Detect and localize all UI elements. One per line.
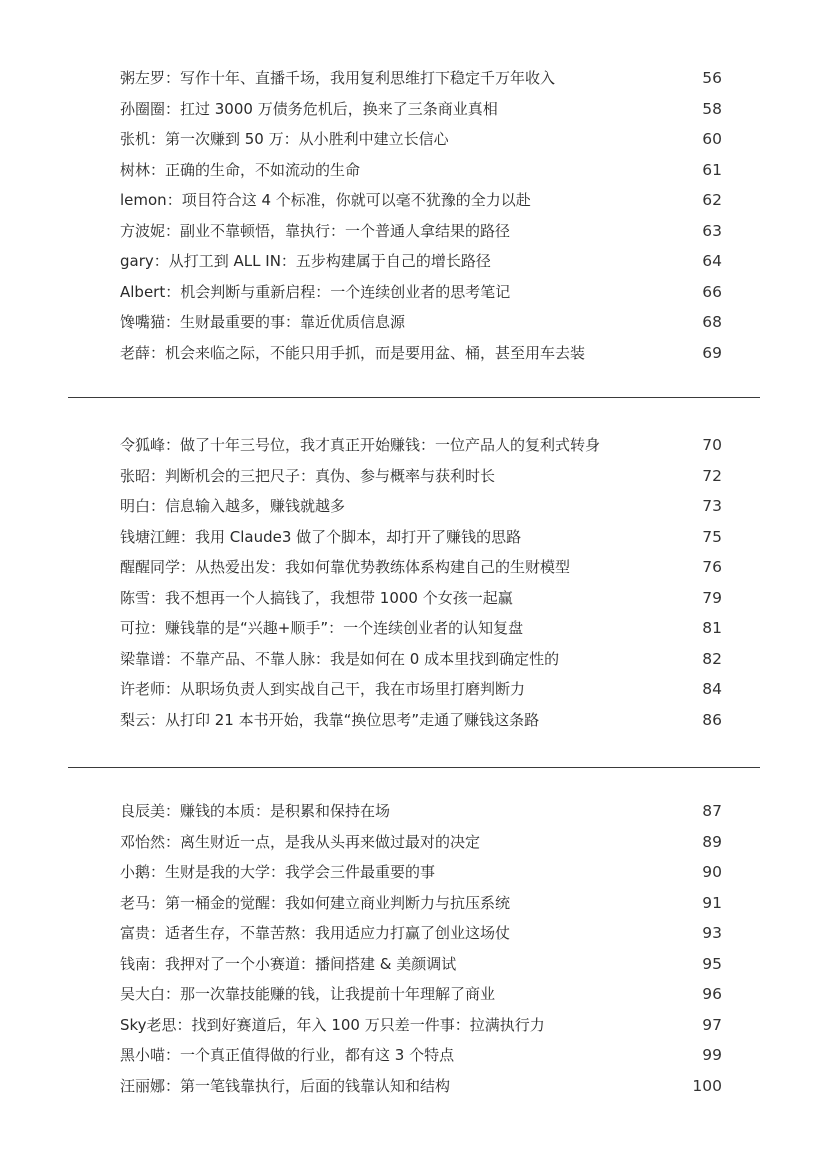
toc-entry[interactable] xyxy=(120,246,722,277)
toc-entry[interactable] xyxy=(120,552,722,583)
toc-entry-title: 汪丽娜：第一笔钱靠执行，后面的钱靠认知和结构 xyxy=(120,1076,451,1095)
toc-entry-title: 良辰美：赚钱的本质：是积累和保持在场 xyxy=(120,802,391,820)
toc-entry-page-number: 97 xyxy=(702,1015,722,1034)
toc-entry-title: 明白：信息输入越多，赚钱就越多 xyxy=(120,497,346,515)
toc-entry[interactable] xyxy=(120,185,722,216)
toc-entry-title: 吴大白：那一次靠技能赚的钱，让我提前十年理解了商业 xyxy=(120,985,496,1003)
toc-entry-title: 可拉：赚钱靠的是“兴趣+顺手”：一个连续创业者的认知复盘 xyxy=(120,619,524,637)
toc-entry[interactable] xyxy=(120,216,722,247)
toc-entry-page-number: 84 xyxy=(702,680,722,698)
toc-section xyxy=(120,63,722,368)
toc-entry-title: gary：从打工到 ALL IN：五步构建属于自己的增长路径 xyxy=(120,252,491,270)
toc-entry-page-number: 66 xyxy=(702,282,722,301)
toc-entry[interactable] xyxy=(120,63,722,94)
toc-entry-page-number: 99 xyxy=(702,1046,722,1064)
toc-entry-title: 粥左罗：写作十年、直播千场，我用复利思维打下稳定千万年收入 xyxy=(120,69,556,87)
toc-entry[interactable] xyxy=(120,430,722,461)
toc-entry-page-number: 79 xyxy=(702,588,722,607)
toc-entry-title: 陈雪：我不想再一个人搞钱了，我想带 1000 个女孩一起赢 xyxy=(120,588,513,607)
toc-entry-title: 邓怡然：离生财近一点，是我从头再来做过最对的决定 xyxy=(120,832,481,851)
toc-entry-page-number: 93 xyxy=(702,924,722,942)
toc-entry[interactable] xyxy=(120,338,722,369)
toc-entry[interactable] xyxy=(120,1040,722,1071)
toc-entry-page-number: 89 xyxy=(702,832,722,851)
toc-entry-page-number: 69 xyxy=(702,343,722,362)
toc-entry-title: Sky老思：找到好赛道后，年入 100 万只差一件事：拉满执行力 xyxy=(120,1015,545,1034)
toc-entry[interactable] xyxy=(120,307,722,338)
toc-entry-title: 醒醒同学：从热爱出发：我如何靠优势教练体系构建自己的生财模型 xyxy=(120,558,571,576)
toc-entry-page-number: 95 xyxy=(702,954,722,973)
toc-entry[interactable] xyxy=(120,1071,722,1102)
toc-entry-page-number: 70 xyxy=(702,436,722,454)
toc-entry-page-number: 60 xyxy=(702,130,722,148)
toc-entry-page-number: 73 xyxy=(702,497,722,515)
toc-section xyxy=(120,430,722,735)
toc-entry-page-number: 81 xyxy=(702,619,722,637)
toc-entry[interactable] xyxy=(120,461,722,492)
toc-entry-page-number: 82 xyxy=(702,649,722,668)
toc-entry-title: 孙圈圈：扛过 3000 万债务危机后，换来了三条商业真相 xyxy=(120,99,498,118)
toc-entry[interactable] xyxy=(120,277,722,308)
toc-entry[interactable] xyxy=(120,857,722,888)
toc-entry-title: 张昭：判断机会的三把尺子：真伪、参与概率与获利时长 xyxy=(120,466,496,485)
toc-entry-title: 黑小喵：一个真正值得做的行业，都有这 3 个特点 xyxy=(120,1046,455,1064)
toc-entry[interactable] xyxy=(120,979,722,1010)
toc-entry[interactable] xyxy=(120,796,722,827)
toc-entry-title: 馋嘴猫：生财最重要的事：靠近优质信息源 xyxy=(120,313,406,331)
toc-entry-page-number: 90 xyxy=(702,863,722,881)
toc-entry-title: 钱南：我押对了一个小赛道：播间搭建 & 美颜调试 xyxy=(120,954,457,973)
toc-entry-page-number: 75 xyxy=(702,527,722,546)
toc-entry-page-number: 64 xyxy=(702,252,722,270)
toc-entry[interactable] xyxy=(120,827,722,858)
toc-entry-page-number: 62 xyxy=(702,191,722,209)
toc-entry-page-number: 87 xyxy=(702,802,722,820)
toc-entry-title: 树林：正确的生命，不如流动的生命 xyxy=(120,160,361,179)
toc-entry[interactable] xyxy=(120,888,722,919)
toc-entry-page-number: 61 xyxy=(702,160,722,179)
toc-entry[interactable] xyxy=(120,522,722,553)
section-divider xyxy=(68,397,760,398)
toc-entry-page-number: 68 xyxy=(702,313,722,331)
toc-entry-title: 梨云：从打印 21 本书开始，我靠“换位思考”走通了赚钱这条路 xyxy=(120,710,540,729)
toc-entry-page-number: 72 xyxy=(702,466,722,485)
toc-entry[interactable] xyxy=(120,491,722,522)
toc-entry-title: lemon：项目符合这 4 个标准，你就可以毫不犹豫的全力以赴 xyxy=(120,191,531,209)
toc-entry-page-number: 76 xyxy=(702,558,722,576)
toc-entry-page-number: 56 xyxy=(702,69,722,87)
toc-entry[interactable] xyxy=(120,124,722,155)
toc-entry[interactable] xyxy=(120,613,722,644)
toc-entry-page-number: 86 xyxy=(702,710,722,729)
toc-entry[interactable] xyxy=(120,705,722,736)
toc-entry-page-number: 100 xyxy=(692,1076,722,1095)
toc-entry-title: 钱塘江鲤：我用 Claude3 做了个脚本，却打开了赚钱的思路 xyxy=(120,527,522,546)
toc-section xyxy=(120,796,722,1101)
toc-entry[interactable] xyxy=(120,949,722,980)
toc-entry-page-number: 96 xyxy=(702,985,722,1003)
toc-entry[interactable] xyxy=(120,674,722,705)
toc-entry-title: 富贵：适者生存，不靠苦熬：我用适应力打赢了创业这场仗 xyxy=(120,924,511,942)
toc-entry[interactable] xyxy=(120,94,722,125)
toc-entry-title: Albert：机会判断与重新启程：一个连续创业者的思考笔记 xyxy=(120,282,511,301)
toc-entry-page-number: 91 xyxy=(702,893,722,912)
toc-entry-title: 张机：第一次赚到 50 万：从小胜利中建立长信心 xyxy=(120,130,449,148)
toc-entry-title: 方波妮：副业不靠顿悟，靠执行：一个普通人拿结果的路径 xyxy=(120,221,511,240)
toc-entry-page-number: 58 xyxy=(702,99,722,118)
toc-entry[interactable] xyxy=(120,1010,722,1041)
toc-entry[interactable] xyxy=(120,583,722,614)
toc-entry-title: 老马：第一桶金的觉醒：我如何建立商业判断力与抗压系统 xyxy=(120,893,511,912)
toc-entry-title: 令狐峰：做了十年三号位，我才真正开始赚钱：一位产品人的复利式转身 xyxy=(120,436,601,454)
toc-entry[interactable] xyxy=(120,644,722,675)
toc-entry-title: 老薛：机会来临之际，不能只用手抓，而是要用盆、桶，甚至用车去装 xyxy=(120,343,586,362)
toc-entry-title: 许老师：从职场负责人到实战自己干，我在市场里打磨判断力 xyxy=(120,680,526,698)
toc-entry-title: 小鹅：生财是我的大学：我学会三件最重要的事 xyxy=(120,863,436,881)
toc-entry[interactable] xyxy=(120,918,722,949)
section-divider xyxy=(68,767,760,768)
toc-entry-page-number: 63 xyxy=(702,221,722,240)
toc-entry-title: 梁靠谱：不靠产品、不靠人脉：我是如何在 0 成本里找到确定性的 xyxy=(120,649,560,668)
toc-entry[interactable] xyxy=(120,155,722,186)
